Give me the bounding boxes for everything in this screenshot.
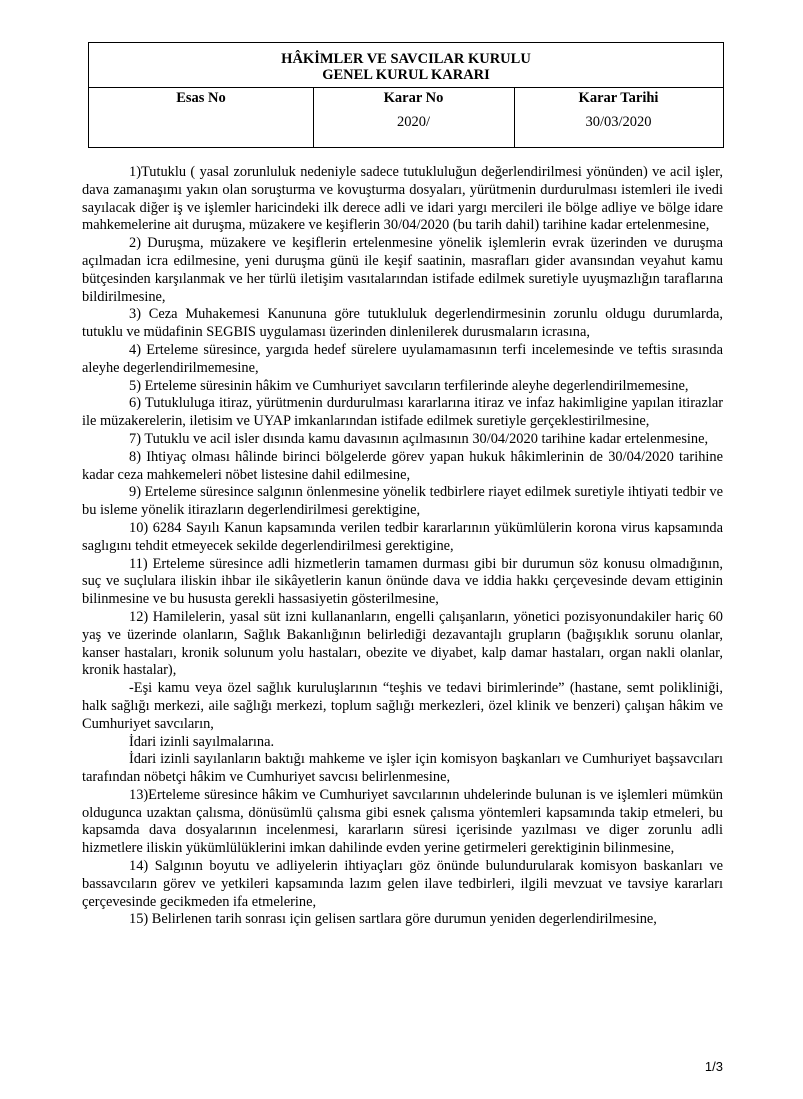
paragraph: 4) Erteleme süresince, yargıda hedef sürelere uyulamamasının terfi incelemesinde ve teftis sırasında aleyhe degerlendirilmemesine,: [82, 341, 723, 376]
paragraph: 15) Belirlenen tarih sonrası için gelisen sartlara göre durumun yeniden degerlendirilmesine,: [129, 911, 657, 928]
karar-no-cell: [313, 87, 515, 148]
karar-no-value: 2020/: [396, 114, 431, 130]
paragraph: 14) Salgının boyutu ve adliyelerin ihtiyaçları göz önünde bulundurularak komisyon baskanları ve bassavcıların görev ve yetkileri kapsamında lazım gelen ilave tedbirleri, ilgili mevzuat ve tavsiye kararları çerçevesinde gecikmeden ifa etmelerine,: [82, 858, 723, 910]
decision-header-box: [88, 42, 724, 148]
karar-tarihi-value: 30/03/2020: [585, 114, 652, 130]
paragraph: 3) Ceza Muhakemesi Kanununa göre tutukluluk degerlendirmesinin zorunlu oldugu durumlarda, tutuklu ve müdafinin SEGBIS uygulaması üzerinden dinlenilerek durusmaların icrasına,: [82, 306, 723, 341]
paragraph: 7) Tutuklu ve acil isler dısında kamu davasının açılmasının 30/04/2020 tarihine kadar ertelenmesine,: [129, 430, 709, 447]
decision-body: [82, 164, 723, 929]
paragraph: -Eşi kamu veya özel sağlık kuruluşlarının “teşhis ve tedavi birimlerinde” (hastane, semt polikliniği, halk sağlığı merkezi, aile sağlığı merkezi, toplum sağlığı merkezleri, özel klinik ve benzeri) çalışan hâkim ve Cumhuriyet savcıların,: [82, 680, 723, 732]
paragraph: İdari izinli sayılmalarına.: [129, 733, 275, 750]
paragraph: 5) Erteleme süresinin hâkim ve Cumhuriyet savcıların terfilerinde aleyhe degerlendirilmemesine,: [129, 377, 689, 394]
paragraph: 11) Erteleme süresince adli hizmetlerin tamamen durması gibi bir durumun söz konusu olmadığının, suç ve suçlulara iliskin ihbar ile sikâyetlerin kanun önünde dava ve iddia hakkı çerçevesinde devam ettiginin bilinmesine ve bu hususta gerekli hassasiyetin gösterilmesine,: [82, 555, 723, 608]
paragraph: 6) Tutukluluga itiraz, yürütmenin durdurulması kararlarına itiraz ve infaz hakimligine yapılan itirazlar ile müzakerelerin, iletisim ve UYAP imkanlarından istifade edilmek suretiyle gerçeklestirilmesine,: [82, 395, 723, 430]
paragraph: 8) Ihtiyaç olması hâlinde birinci bölgelerde görev yapan hukuk hâkimlerinin de 30/04/2020 tarihine kadar ceza mahkemeleri nöbet listesine dahil edilmesine,: [82, 448, 723, 483]
paragraph: 10) 6284 Sayılı Kanun kapsamında verilen tedbir kararlarının yükümlülerin korona virus kapsamında saglıgını tehdit etmeyecek sekilde degerlendirilmesi gerektigine,: [82, 519, 723, 554]
esas-no-cell: [89, 87, 314, 148]
paragraph: 12) Hamilelerin, yasal süt izni kullananların, engelli çalışanların, yönetici pozisyonundakiler hariç 60 yaş ve üzerinde olanların, Sağlık Bakanlığının belirlediği dezavantajlı grupların (bağışıklık sorunu olanlar, kanser hastaları, kronik solunum yolu hastaları, obezite ve diyabet, kalp damar hastaları, organ nakli olanlar, kronik hastalar),: [82, 608, 723, 679]
document-title: [89, 51, 723, 83]
paragraph: 13)Erteleme süresince hâkim ve Cumhuriyet savcılarının uhdelerinde bulunan is ve işlemleri mümkün oldugunca uzaktan çalısma, dönüsümlü çalısma gibi esnek çalısma yöntemleri kapsamında takip etmeleri, bu kapsamda dava dosyalarının incelenmesi, kararların süresi içerisinde yazılması ve diger zorunlu adli hizmetlere iliskin yükümlülüklerini imkan dahilinde evden yerine getirmeleri gerektiginin bilinmesine,: [82, 786, 723, 857]
title-line-1: HÂKİMLER VE SAVCILAR KURULU: [281, 51, 531, 67]
karar-no-label: Karar No: [383, 90, 444, 106]
paragraph: İdari izinli sayılanların baktığı mahkeme ve işler için komisyon başkanları ve Cumhuriyet başsavcıları tarafından nöbetçi hâkim ve Cumhuriyet savcısı belirlenmesine,: [82, 751, 723, 786]
karar-tarihi-cell: [514, 87, 723, 148]
paragraph: 1)Tutuklu ( yasal zorunluluk nedeniyle sadece tutukluluğun değerlendirilmesi yönünden) ve acil işler, dava zamanaşımı yakın olan soruşturma ve kovuşturma dosyaları, yürütmenin durdurulması istemleri ile ivedi sayılacak diğer iş ve işlemler haricindeki ilk derece adli ve idari yargı mercileri ile bölge adliye ve bölge idare mahkemelerine ait duruşma, müzakere ve keşiflerin 30/04/2020 (bu tarih dahil) tarihine kadar ertelenmesine,: [82, 164, 723, 234]
karar-tarihi-label: Karar Tarihi: [578, 90, 659, 106]
title-line-2: GENEL KURUL KARARI: [322, 67, 490, 83]
esas-no-label: Esas No: [176, 90, 226, 106]
paragraph: 2) Duruşma, müzakere ve keşiflerin ertelenmesine yönelik işlemlerin evrak üzerinden ve duruşma açılmadan icra edilmesine, yeni duruşma günü ile keşif saatinin, masrafları gider avansından veyahut kamu bütçesinden karşılanmak ve her türlü iletişim vasıtalarından istifade edilmek suretiyle uyuşmazlığın taraflarına bildirilmesine,: [82, 235, 723, 305]
page-number: 1/3: [704, 1059, 723, 1074]
paragraph: 9) Erteleme süresince salgının önlenmesine yönelik tedbirlere riayet edilmek suretiyle ihtiyati tedbir ve bu isleme yönelik itirazların degerlendirilmesi gerektigine,: [82, 484, 723, 519]
